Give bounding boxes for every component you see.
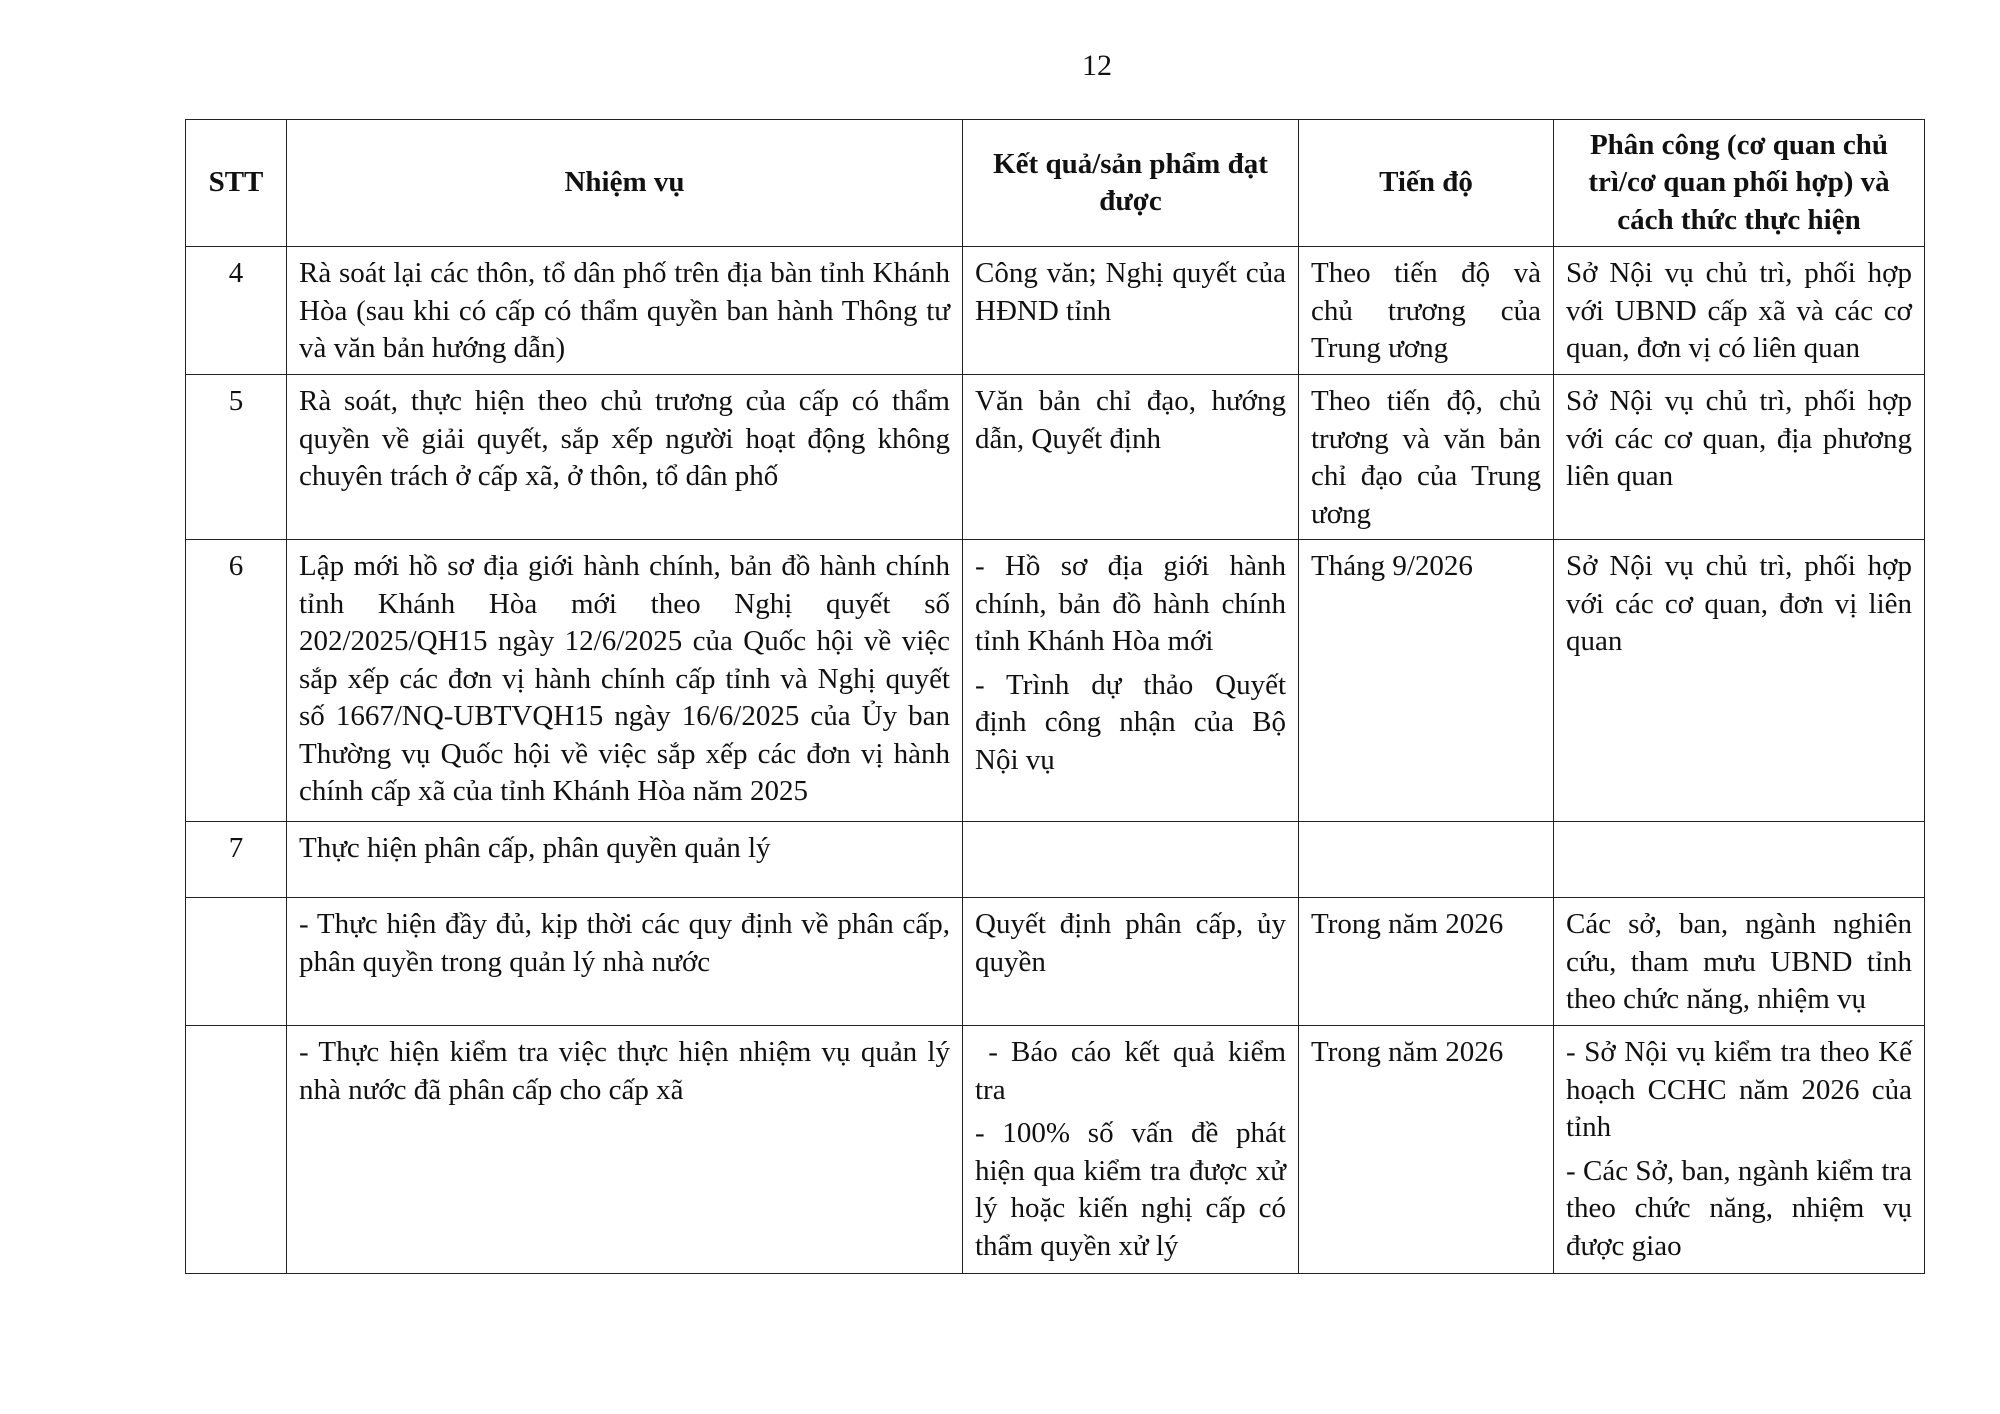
task-table	[185, 119, 1925, 1274]
page-number: 12	[1082, 49, 1112, 82]
result-item: - Trình dự thảo Quyết định công nhận của Bộ Nội vụ	[975, 668, 1286, 776]
result-item: - Hồ sơ địa giới hành chính, bản đồ hành chính tỉnh Khánh Hòa mới	[975, 550, 1286, 657]
cell-result	[963, 540, 1299, 822]
cell-progress: Tháng 9/2026	[1299, 540, 1554, 822]
cell-progress: Theo tiến độ và chủ trương của Trung ương	[1299, 247, 1554, 375]
assignment-item: Sở Nội vụ chủ trì, phối hợp với các cơ quan, đơn vị liên quan	[1566, 550, 1912, 657]
header-result: Kết quả/sản phẩm đạt được	[963, 120, 1299, 247]
assignment-item: - Các Sở, ban, ngành kiểm tra theo chức năng, nhiệm vụ được giao	[1566, 1154, 1912, 1262]
cell-task: Rà soát lại các thôn, tổ dân phố trên địa bàn tỉnh Khánh Hòa (sau khi có cấp có thẩm quyền ban hành Thông tư và văn bản hướng dẫn)	[287, 247, 963, 375]
cell-progress: Trong năm 2026	[1299, 898, 1554, 1026]
cell-stt	[186, 1026, 287, 1274]
cell-task: - Thực hiện kiểm tra việc thực hiện nhiệm vụ quản lý nhà nước đã phân cấp cho cấp xã	[287, 1026, 963, 1274]
assignment-item: Các sở, ban, ngành nghiên cứu, tham mưu UBND tỉnh theo chức năng, nhiệm vụ	[1566, 908, 1912, 1015]
result-item: Công văn; Nghị quyết của HĐND tỉnh	[975, 257, 1286, 327]
cell-assignment	[1554, 375, 1925, 540]
cell-task: Thực hiện phân cấp, phân quyền quản lý	[287, 822, 963, 898]
header-progress: Tiến độ	[1299, 120, 1554, 247]
table-row	[186, 540, 1925, 822]
cell-assignment	[1554, 1026, 1925, 1274]
cell-assignment	[1554, 898, 1925, 1026]
cell-stt	[186, 898, 287, 1026]
table-row	[186, 247, 1925, 375]
cell-stt: 5	[186, 375, 287, 540]
table-row	[186, 898, 1925, 1026]
result-item: Quyết định phân cấp, ủy quyền	[975, 908, 1286, 978]
cell-progress: Trong năm 2026	[1299, 1026, 1554, 1274]
cell-task: Rà soát, thực hiện theo chủ trương của cấp có thẩm quyền về giải quyết, sắp xếp người hoạt động không chuyên trách ở cấp xã, ở thôn, tổ dân phố	[287, 375, 963, 540]
table-header-row	[186, 120, 1925, 247]
result-item: - Báo cáo kết quả kiểm tra	[975, 1036, 1294, 1106]
cell-result	[963, 822, 1299, 898]
cell-result	[963, 898, 1299, 1026]
cell-progress	[1299, 822, 1554, 898]
table-row	[186, 375, 1925, 540]
cell-assignment	[1554, 247, 1925, 375]
cell-stt: 6	[186, 540, 287, 822]
cell-stt: 4	[186, 247, 287, 375]
cell-task: Lập mới hồ sơ địa giới hành chính, bản đồ hành chính tỉnh Khánh Hòa mới theo Nghị quyết số 202/2025/QH15 ngày 12/6/2025 của Quốc hội về việc sắp xếp các đơn vị hành chính cấp tỉnh và Nghị quyết số 1667/NQ-UBTVQH15 ngày 16/6/2025 của Ủy ban Thường vụ Quốc hội về việc sắp xếp các đơn vị hành chính cấp xã của tỉnh Khánh Hòa năm 2025	[287, 540, 963, 822]
assignment-item: Sở Nội vụ chủ trì, phối hợp với UBND cấp xã và các cơ quan, đơn vị có liên quan	[1566, 257, 1912, 364]
cell-stt: 7	[186, 822, 287, 898]
cell-assignment	[1554, 540, 1925, 822]
cell-task: - Thực hiện đầy đủ, kịp thời các quy định về phân cấp, phân quyền trong quản lý nhà nước	[287, 898, 963, 1026]
cell-result	[963, 375, 1299, 540]
result-item: Văn bản chỉ đạo, hướng dẫn, Quyết định	[975, 385, 1286, 455]
result-item: - 100% số vấn đề phát hiện qua kiểm tra được xử lý hoặc kiến nghị cấp có thẩm quyền xử lý	[975, 1117, 1286, 1262]
header-task: Nhiệm vụ	[287, 120, 963, 247]
cell-result	[963, 247, 1299, 375]
cell-progress: Theo tiến độ, chủ trương và văn bản chỉ đạo của Trung ương	[1299, 375, 1554, 540]
table-row	[186, 822, 1925, 898]
assignment-item: Sở Nội vụ chủ trì, phối hợp với các cơ quan, địa phương liên quan	[1566, 385, 1912, 492]
cell-assignment	[1554, 822, 1925, 898]
header-stt: STT	[186, 120, 287, 247]
table-row	[186, 1026, 1925, 1274]
assignment-item: - Sở Nội vụ kiểm tra theo Kế hoạch CCHC năm 2026 của tỉnh	[1566, 1036, 1912, 1143]
header-assignment: Phân công (cơ quan chủ trì/cơ quan phối hợp) và cách thức thực hiện	[1554, 120, 1925, 247]
cell-result	[963, 1026, 1299, 1274]
